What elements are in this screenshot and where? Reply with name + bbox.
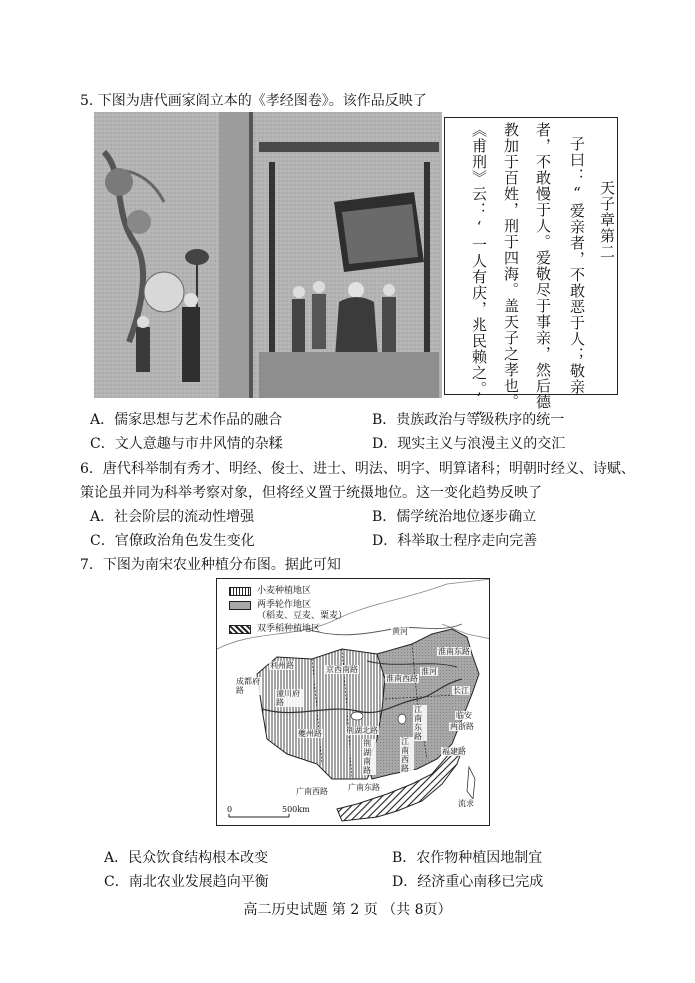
map-label-huainan-dong: 淮南东路 xyxy=(438,647,470,656)
map-label-jiangnan-xi: 江南西路 xyxy=(400,737,414,773)
map-label-kuizhou: 夔州路 xyxy=(298,729,322,738)
legend-rotation-detail: （稻麦、豆麦、粟麦） xyxy=(257,611,348,621)
map-label-jinghu-nan: 荆湖南路 xyxy=(362,739,376,775)
map-label-jiangnan-dong: 江南东路 xyxy=(413,705,427,741)
q6-option-c[interactable]: C．官僚政治角色发生变化 xyxy=(90,533,255,549)
map-label-chengdu: 成都府路 xyxy=(236,677,260,695)
q5-option-b[interactable]: B．贵族政治与等级秩序的统一 xyxy=(372,412,565,428)
q6-stem-line-2: 策论虽并同为科举考察对象，但将经义置于统摄地位。这一变化趋势反映了 xyxy=(80,485,542,501)
map-label-lizhou: 利州路 xyxy=(270,661,294,670)
map-label-liuqiu: 流求 xyxy=(458,799,474,808)
legend-double-rice-label: 双季稻种植地区 xyxy=(257,624,321,634)
q6-option-b[interactable]: B．儒学统治地位逐步确立 xyxy=(372,509,537,525)
map-label-guangnan-dong: 广南东路 xyxy=(348,783,380,792)
q5-option-a[interactable]: A．儒家思想与艺术作品的融合 xyxy=(90,412,283,428)
legend-rotation-label: 两季轮作地区 xyxy=(257,600,312,610)
q5-option-c[interactable]: C．文人意趣与市井风情的杂糅 xyxy=(90,436,283,452)
q7-option-b[interactable]: B．农作物种植因地制宜 xyxy=(392,850,543,866)
song-agriculture-map xyxy=(216,578,490,826)
legend-wheat-label: 小麦种植地区 xyxy=(257,586,312,596)
calligraphy-col-3: 者，不敢慢于人。爱敬尽于事亲，然后德 xyxy=(534,122,552,410)
map-label-liangzhe: 两浙路 xyxy=(450,722,474,731)
calligraphy-col-4: 教加于百姓，刑于四海。盖天子之孝也。 xyxy=(502,122,520,410)
map-label-guangnan-xi: 广南西路 xyxy=(296,787,328,796)
map-label-fujian: 福建路 xyxy=(442,747,466,756)
q6-option-a[interactable]: A．社会阶层的流动性增强 xyxy=(90,509,255,525)
q5-stem: 5. 下图为唐代画家阎立本的《孝经图卷》。该作品反映了 xyxy=(80,93,427,109)
map-label-huanghe: 黄河 xyxy=(392,627,408,636)
legend-double-rice-swatch xyxy=(229,625,251,634)
q6-stem-line-1: 6．唐代科举制有秀才、明经、俊士、进士、明法、明字、明算诸科；明朝时经义、诗赋、 xyxy=(80,461,635,477)
map-label-huaihe: 淮河 xyxy=(421,667,437,676)
map-label-lin-an: 临安 xyxy=(456,711,472,720)
map-label-jinghu-bei: 荆湖北路 xyxy=(346,726,378,735)
calligraphy-col-2: 子曰：“爱亲者，不敢恶于人；敬亲 xyxy=(568,136,586,395)
scale-length: 500km xyxy=(282,805,310,814)
q7-option-a[interactable]: A．民众饮食结构根本改变 xyxy=(104,850,269,866)
q7-stem: 7．下图为南宋农业种植分布图。据此可知 xyxy=(80,557,341,573)
q5-option-d[interactable]: D．现实主义与浪漫主义的交汇 xyxy=(372,436,566,452)
xiaojing-painting xyxy=(94,112,442,398)
q7-option-c[interactable]: C．南北农业发展趋向平衡 xyxy=(104,874,269,890)
calligraphy-col-1: 天子章第二 xyxy=(598,180,616,260)
legend-rotation-swatch xyxy=(229,601,251,610)
legend-wheat-swatch xyxy=(229,587,251,596)
q6-option-d[interactable]: D．科举取士程序走向完善 xyxy=(372,533,538,549)
map-label-tongchuan: 潼川府路 xyxy=(275,689,303,707)
scale-zero: 0 xyxy=(227,805,233,814)
page-footer: 高二历史试题 第 2 页 （共 8页） xyxy=(243,902,452,918)
q7-option-d[interactable]: D．经济重心南移已完成 xyxy=(392,874,544,890)
map-label-changjiang: 长江 xyxy=(453,686,469,695)
map-label-huainan-xi: 淮南西路 xyxy=(386,674,418,683)
map-label-jingxi-nan: 京西南路 xyxy=(326,665,358,674)
calligraphy-col-5: 《甫刑》云：‘一人有庆，兆民赖之。’” xyxy=(470,122,488,428)
